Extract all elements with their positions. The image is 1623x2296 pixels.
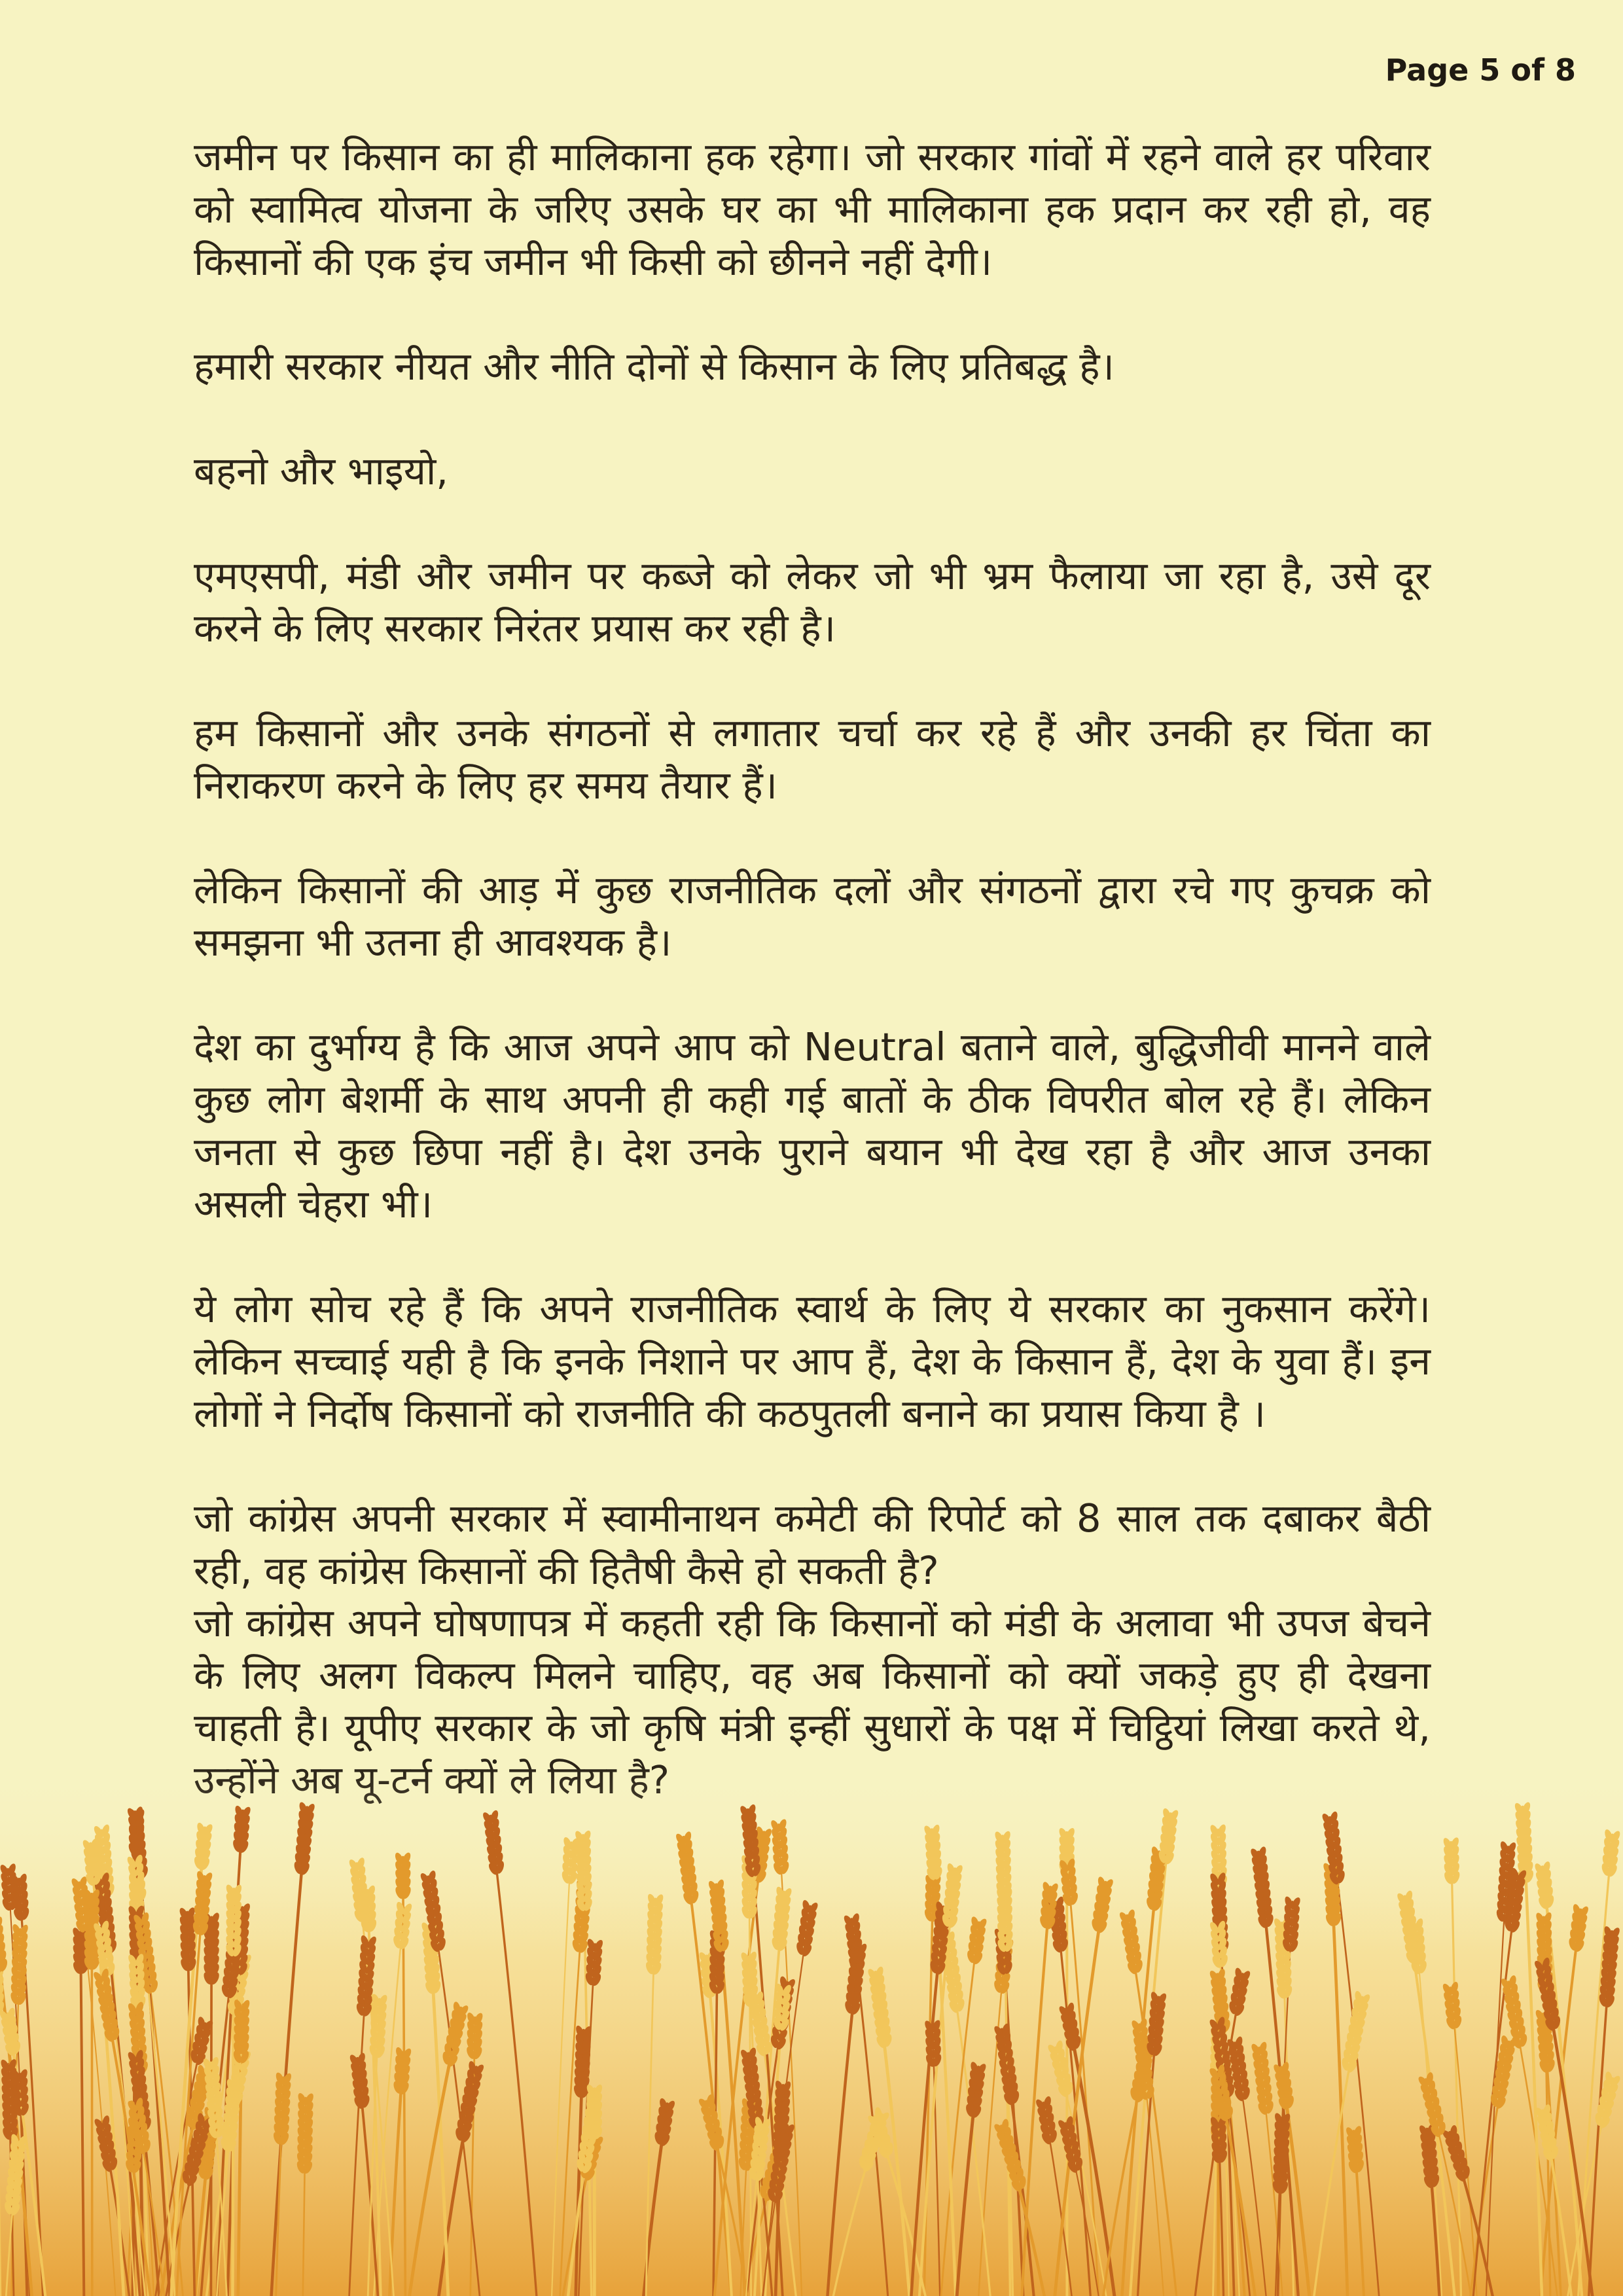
page-number: Page 5 of 8	[1385, 52, 1576, 88]
salutation: बहनो और भाइयो,	[194, 448, 449, 493]
paragraph: हम किसानों और उनके संगठनों से लगातार चर्चा कर रहे हैं और उनकी हर चिंता का निराकरण करने के लिए हर समय तैयार हैं।	[194, 710, 1431, 808]
wheat-field-illustration	[0, 1767, 1623, 2296]
letter-body	[194, 131, 1431, 1806]
paragraph: जमीन पर किसान का ही मालिकाना हक रहेगा। जो सरकार गांवों में रहने वाले हर परिवार को स्वामित्व योजना के जरिए उसके घर का भी मालिकाना हक प्रदान कर रही हो, वह किसानों की एक इंच जमीन भी किसी को छीनने नहीं देगी।	[194, 134, 1431, 284]
paragraph: ये लोग सोच रहे हैं कि अपने राजनीतिक स्वार्थ के लिए ये सरकार का नुकसान करेंगे। लेकिन सच्चाई यही है कि इनके निशाने पर आप हैं, देश के किसान हैं, देश के युवा हैं। इन लोगों ने निर्दोष किसानों को राजनीति की कठपुतली बनाने का प्रयास किया है ।	[194, 1286, 1431, 1436]
paragraph: हमारी सरकार नीयत और नीति दोनों से किसान के लिए प्रतिबद्ध है।	[194, 344, 1115, 389]
paragraph: एमएसपी, मंडी और जमीन पर कब्जे को लेकर जो भी भ्रम फैलाया जा रहा है, उसे दूर करने के लिए सरकार निरंतर प्रयास कर रही है।	[194, 553, 1431, 651]
paragraph: जो कांग्रेस अपने घोषणापत्र में कहती रही कि किसानों को मंडी के अलावा भी उपज बेचने के लिए अलग विकल्प मिलने चाहिए, वह अब किसानों को क्यों जकड़े हुए ही देखना चाहती है। यूपीए सरकार के जो कृषि मंत्री इन्हीं सुधारों के पक्ष में चिट्ठियां लिखा करते थे,	[194, 1600, 1431, 1750]
paragraph: जो कांग्रेस अपनी सरकार में स्वामीनाथन कमेटी की रिपोर्ट को 8 साल तक दबाकर बैठी रही, वह कांग्रेस किसानों की हितैषी कैसे हो सकती है?	[194, 1496, 1431, 1593]
paragraph: देश का दुर्भाग्य है कि आज अपने आप को Neutral बताने वाले, बुद्धिजीवी मानने वाले कुछ लोग बेशर्मी के साथ अपनी ही कही गई बातों के ठीक विपरीत बोल रहे हैं। लेकिन जनता से कुछ छिपा नहीं है। देश उनके पुराने बयान भी देख रहा है और आज उनका असली चेहरा भी।	[194, 1024, 1431, 1227]
paragraph: लेकिन किसानों की आड़ में कुछ राजनीतिक दलों और संगठनों द्वारा रचे गए कुचक्र को समझना भी उतना ही आवश्यक है।	[194, 867, 1431, 965]
